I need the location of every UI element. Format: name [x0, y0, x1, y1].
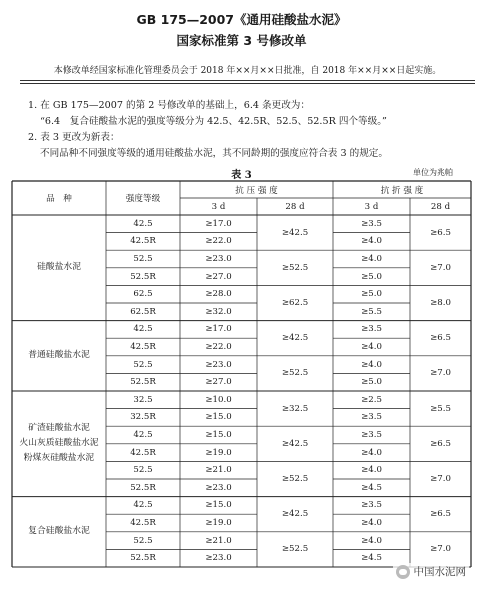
- compressive-3d-value: ≥28.0: [205, 289, 232, 300]
- strength-grade: 42.5: [133, 429, 153, 440]
- compressive-28d-value: ≥42.5: [281, 438, 309, 449]
- header-flexural-3d: 3 d: [364, 201, 379, 212]
- flexural-3d-value: ≥3.5: [361, 500, 382, 511]
- compressive-28d-value: ≥52.5: [281, 262, 309, 273]
- flexural-3d-value: ≥5.0: [361, 289, 382, 300]
- compressive-3d-value: ≥17.0: [205, 324, 232, 335]
- strength-grade: 32.5: [133, 394, 153, 405]
- compressive-3d-value: ≥22.0: [205, 341, 232, 352]
- flexural-3d-value: ≥4.5: [361, 553, 382, 564]
- compressive-3d-value: ≥22.0: [205, 236, 232, 247]
- category-name: 粉煤灰硅酸盐水泥: [23, 453, 95, 464]
- compressive-28d-value: ≥62.5: [281, 297, 309, 308]
- table-unit: 单位为兆帕: [413, 168, 453, 177]
- header-grade: 强度等级: [125, 194, 161, 204]
- strength-grade: 52.5: [133, 535, 153, 546]
- flexural-3d-value: ≥4.0: [361, 517, 382, 528]
- compressive-3d-value: ≥15.0: [205, 500, 232, 511]
- flexural-3d-value: ≥4.5: [361, 482, 382, 493]
- compressive-3d-value: ≥15.0: [205, 412, 232, 423]
- flexural-3d-value: ≥2.5: [361, 394, 382, 405]
- compressive-28d-value: ≥32.5: [281, 403, 309, 414]
- flexural-28d-value: ≥6.5: [430, 438, 451, 449]
- category-name: 复合硅酸盐水泥: [28, 526, 90, 537]
- compressive-28d-value: ≥42.5: [281, 227, 309, 238]
- strength-grade: 42.5R: [130, 517, 156, 528]
- flexural-3d-value: ≥4.0: [361, 236, 382, 247]
- category-cell: [12, 497, 106, 567]
- flexural-3d-value: ≥4.0: [361, 535, 382, 546]
- watermark-text: 中国水泥网: [413, 566, 466, 578]
- header-flexural-strength: 抗 折 强 度: [380, 185, 424, 196]
- flexural-28d-value: ≥6.5: [430, 509, 451, 520]
- amendment-item-2: 2. 表 3 更改为新表：: [28, 132, 120, 143]
- strength-grade: 42.5: [133, 324, 153, 335]
- flexural-3d-value: ≥3.5: [361, 412, 382, 423]
- amendment-item-1-quote: “6.4 复合硅酸盐水泥的强度等级分为 42.5、42.5R、52.5、52.5R 四个等级。”: [40, 116, 387, 127]
- flexural-3d-value: ≥3.5: [361, 324, 382, 335]
- strength-grade: 42.5R: [130, 236, 156, 247]
- flexural-3d-value: ≥3.5: [361, 218, 382, 229]
- document-title: GB 175—2007《通用硅酸盐水泥》: [136, 12, 347, 27]
- strength-grade: 52.5R: [130, 482, 156, 493]
- watermark: [393, 563, 470, 580]
- strength-grade: 42.5R: [130, 447, 156, 458]
- strength-grade: 52.5R: [130, 377, 156, 388]
- compressive-3d-value: ≥23.0: [205, 253, 232, 264]
- compressive-3d-value: ≥19.0: [205, 447, 232, 458]
- compressive-3d-value: ≥32.0: [205, 306, 232, 317]
- strength-grade: 62.5: [133, 289, 153, 300]
- wechat-logo-icon: [396, 565, 410, 579]
- document-subtitle: 国家标准第 3 号修改单: [176, 33, 307, 48]
- category-name: 火山灰质硅酸盐水泥: [19, 438, 99, 449]
- flexural-3d-value: ≥5.0: [361, 377, 382, 388]
- compressive-28d-value: ≥42.5: [281, 509, 309, 520]
- compressive-28d-value: ≥52.5: [281, 368, 309, 379]
- header-compressive-strength: 抗 压 强 度: [235, 185, 278, 196]
- flexural-3d-value: ≥4.0: [361, 465, 382, 476]
- flexural-28d-value: ≥7.0: [430, 262, 451, 273]
- strength-grade: 42.5: [133, 500, 153, 511]
- category-name: 硅酸盐水泥: [37, 262, 81, 273]
- strength-grade: 52.5: [133, 465, 153, 476]
- table-caption: 表 3: [231, 170, 252, 181]
- compressive-3d-value: ≥10.0: [205, 394, 232, 405]
- category-cell: [12, 215, 106, 321]
- compressive-3d-value: ≥21.0: [205, 535, 232, 546]
- flexural-28d-value: ≥5.5: [430, 403, 451, 414]
- header-variety: 品 种: [46, 194, 72, 204]
- compressive-3d-value: ≥15.0: [205, 429, 232, 440]
- flexural-3d-value: ≥3.5: [361, 429, 382, 440]
- header-compressive-28d: 28 d: [285, 201, 305, 212]
- flexural-3d-value: ≥4.0: [361, 253, 382, 264]
- flexural-3d-value: ≥5.0: [361, 271, 382, 282]
- flexural-3d-value: ≥4.0: [361, 341, 382, 352]
- flexural-3d-value: ≥5.5: [361, 306, 382, 317]
- amendment-item-1: 1. 在 GB 175—2007 的第 2 号修改单的基础上，6.4 条更改为：: [28, 100, 310, 111]
- strength-grade: 52.5: [133, 253, 153, 264]
- strength-grade: 52.5: [133, 359, 153, 370]
- category-name: 普通硅酸盐水泥: [28, 350, 90, 361]
- flexural-28d-value: ≥8.0: [430, 297, 451, 308]
- amendment-item-2-text: 不同品种不同强度等级的通用硅酸盐水泥，其不同龄期的强度应符合表 3 的规定。: [40, 148, 388, 159]
- compressive-3d-value: ≥27.0: [205, 377, 232, 388]
- strength-grade: 42.5: [133, 218, 153, 229]
- strength-grade: 42.5R: [130, 341, 156, 352]
- strength-grade: 32.5R: [130, 412, 156, 423]
- compressive-3d-value: ≥23.0: [205, 553, 232, 564]
- flexural-3d-value: ≥4.0: [361, 447, 382, 458]
- compressive-28d-value: ≥52.5: [281, 544, 309, 555]
- compressive-3d-value: ≥17.0: [205, 218, 232, 229]
- strength-grade: 62.5R: [130, 306, 156, 317]
- flexural-28d-value: ≥7.0: [430, 473, 451, 484]
- header-compressive-3d: 3 d: [211, 201, 226, 212]
- flexural-28d-value: ≥7.0: [430, 368, 451, 379]
- header-flexural-28d: 28 d: [430, 201, 451, 212]
- compressive-28d-value: ≥42.5: [281, 333, 309, 344]
- compressive-3d-value: ≥27.0: [205, 271, 232, 282]
- flexural-3d-value: ≥4.0: [361, 359, 382, 370]
- compressive-3d-value: ≥23.0: [205, 482, 232, 493]
- compressive-28d-value: ≥52.5: [281, 473, 309, 484]
- strength-grade: 52.5R: [130, 553, 156, 564]
- compressive-3d-value: ≥21.0: [205, 465, 232, 476]
- category-name: 矿渣硅酸盐水泥: [28, 423, 90, 434]
- category-cell: [12, 321, 106, 391]
- flexural-28d-value: ≥6.5: [430, 227, 451, 238]
- compressive-3d-value: ≥19.0: [205, 517, 232, 528]
- flexural-28d-value: ≥6.5: [430, 333, 451, 344]
- approval-notice: 本修改单经国家标准化管理委员会于 2018 年××月××日批准，自 2018 年××月××日起实施。: [53, 66, 442, 76]
- flexural-28d-value: ≥7.0: [430, 544, 451, 555]
- strength-grade: 52.5R: [130, 271, 156, 282]
- category-cell: [12, 391, 106, 497]
- compressive-3d-value: ≥23.0: [205, 359, 232, 370]
